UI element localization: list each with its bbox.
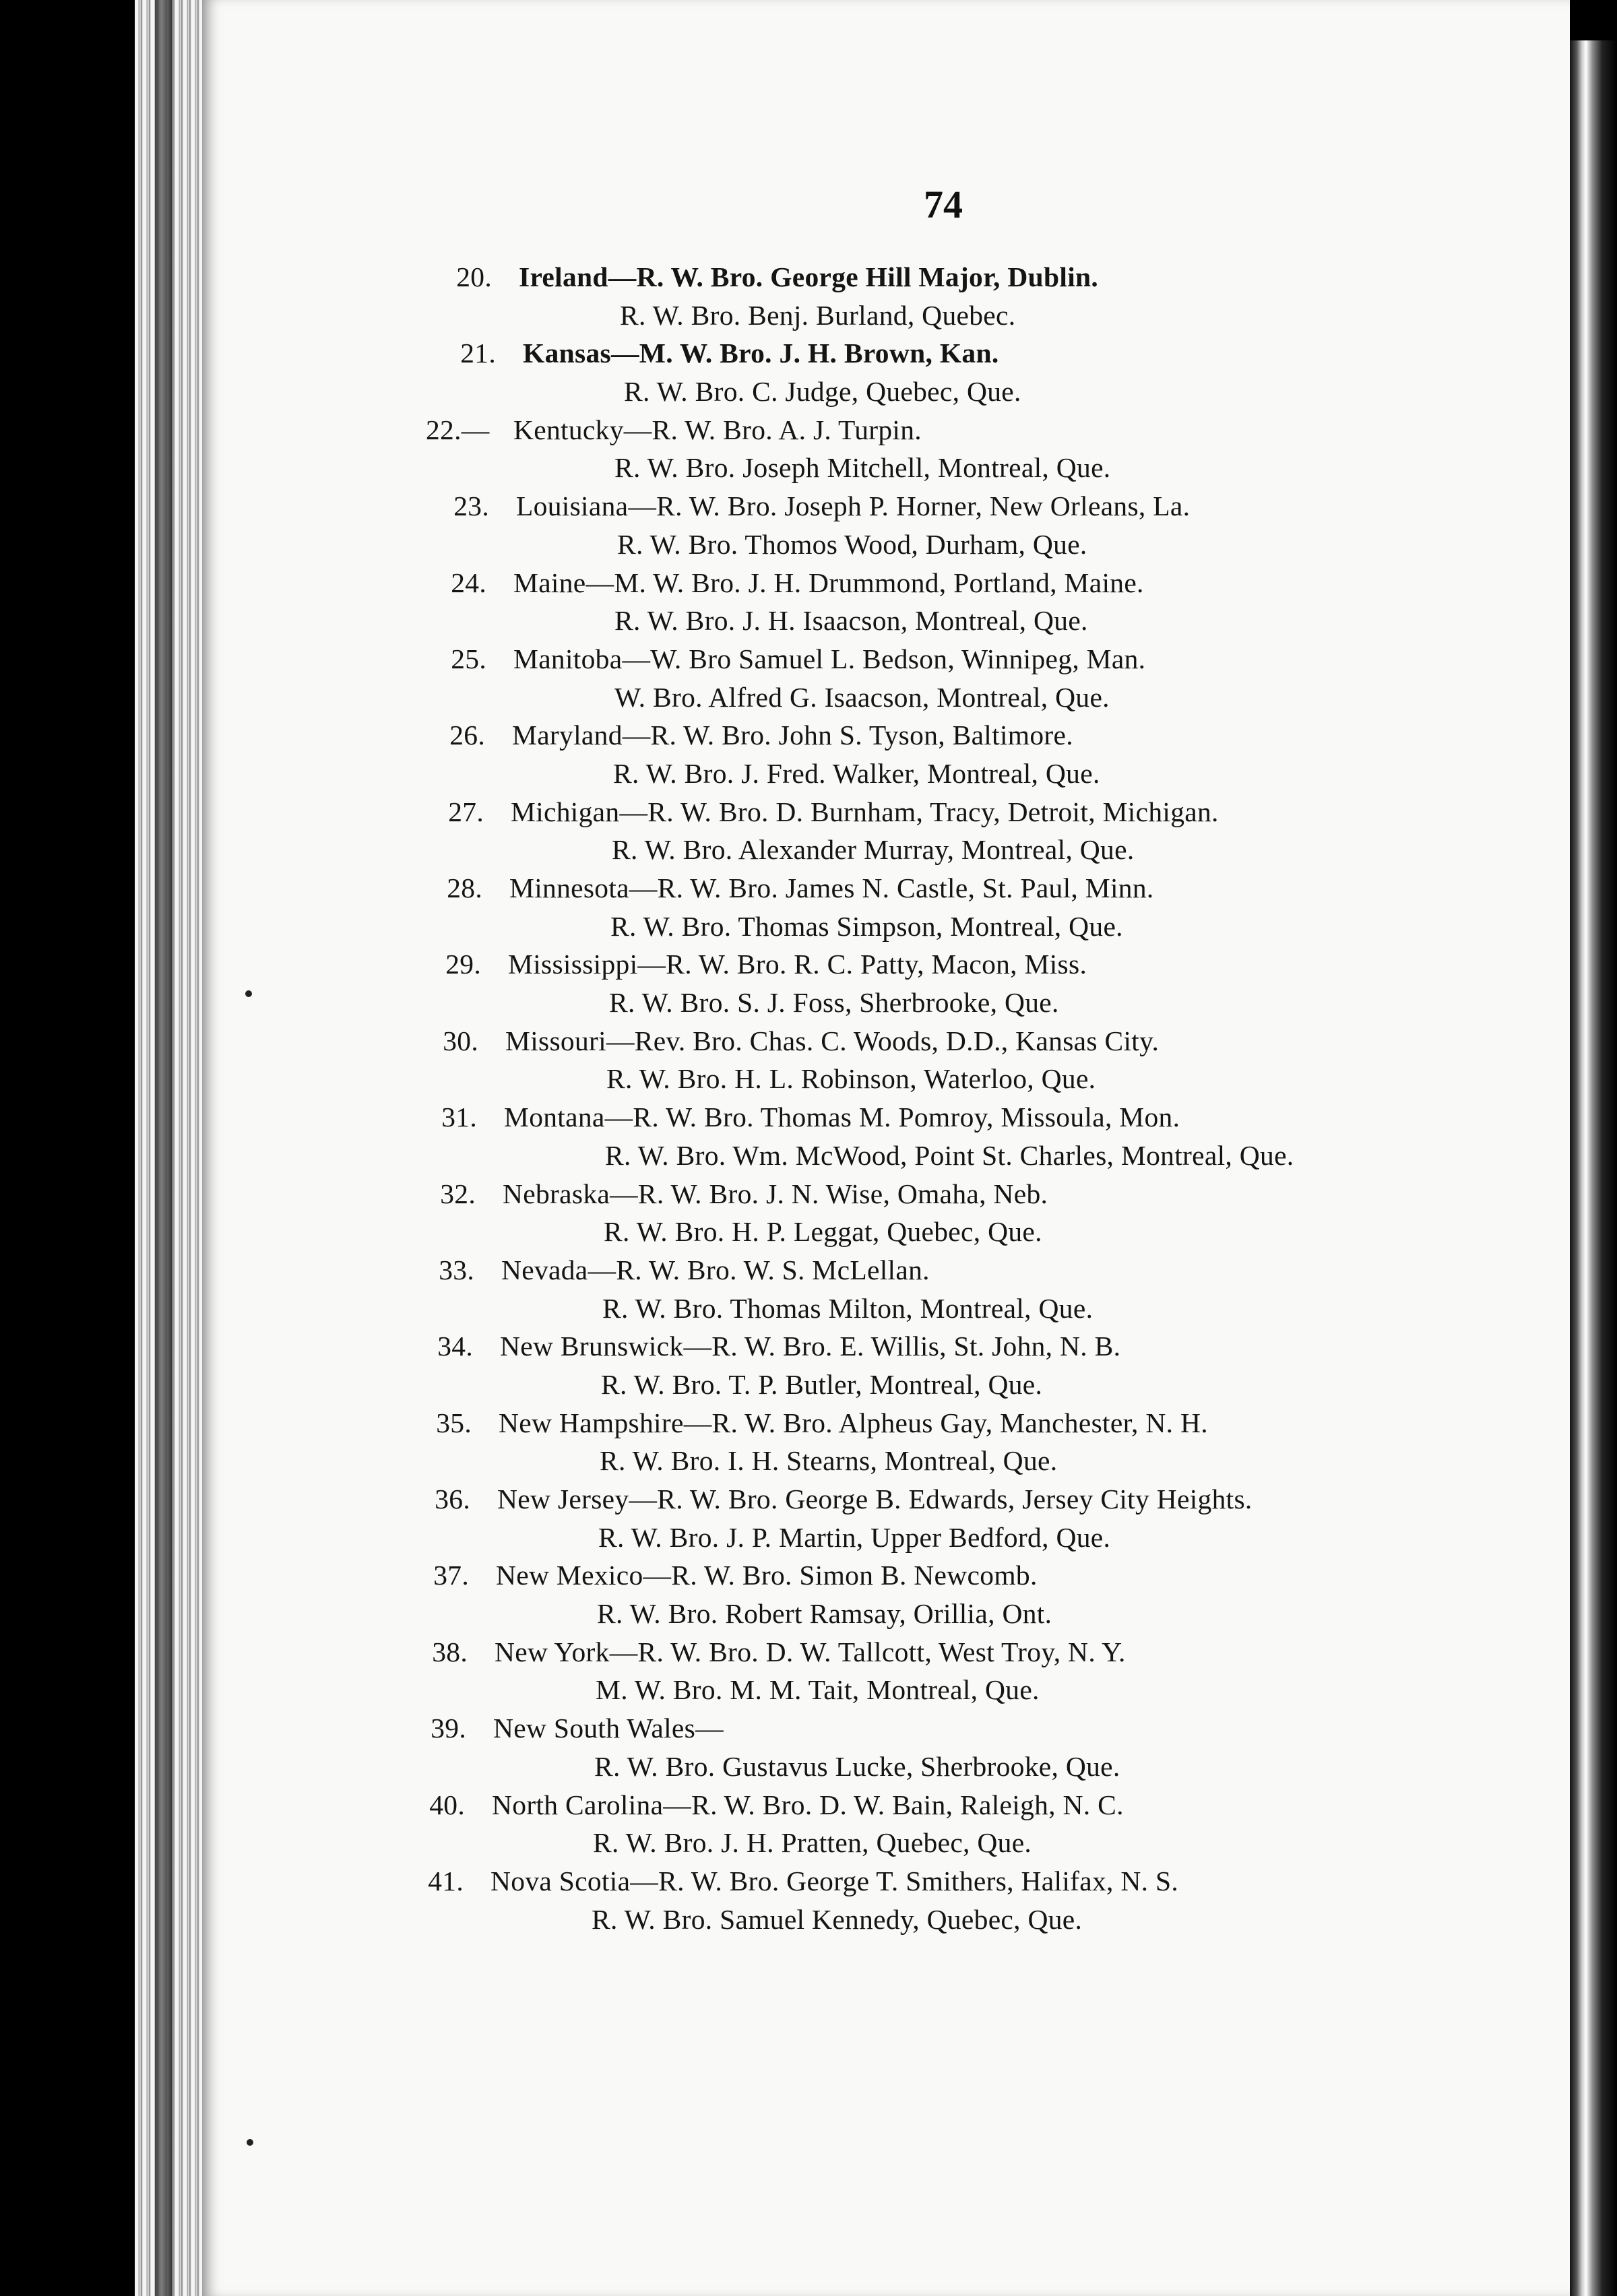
jurisdiction-representative: New York—R. W. Bro. D. W. Tallcott, West Troy, N. Y. [495,1636,1126,1667]
entry-number: 36. [435,1484,470,1514]
local-representative: R. W. Bro. Joseph Mitchell, Montreal, Que. [614,452,1111,484]
local-representative: R. W. Bro. Robert Ramsay, Orillia, Ont. [597,1598,1052,1630]
entry-line [406,1748,1482,1786]
entry-line [435,334,1482,373]
local-representative: R. W. Bro. Thomas Milton, Montreal, Que. [602,1292,1093,1324]
local-representative: R. W. Bro. J. Fred. Walker, Montreal, Que. [613,757,1100,789]
jurisdiction-representative: Louisiana—R. W. Bro. Joseph P. Horner, New Orleans, La. [516,490,1191,522]
entry-line [404,1786,1482,1824]
entry-line [414,1289,1482,1328]
entry-number: 26. [449,720,485,751]
jurisdiction-representative: Michigan—R. W. Bro. D. Burnham, Tracy, Detroit, Michigan. [511,796,1219,827]
jurisdiction-representative: Manitoba—W. Bro Samuel L. Bedson, Winnipeg, Man. [513,643,1146,674]
entry-line [412,1366,1482,1404]
entry-number: 20. [456,261,492,292]
entry-line [429,525,1482,564]
jurisdiction-representative: Montana—R. W. Bro. Thomas M. Pomroy, Missoula, Mon. [504,1102,1180,1133]
jurisdiction-representative: New Brunswick—R. W. Bro. E. Willis, St. John, N. B. [500,1331,1121,1362]
entry-number: 39. [431,1713,466,1744]
local-representative: R. W. Bro. T. P. Butler, Montreal, Que. [601,1368,1043,1400]
entry-line [407,1671,1482,1709]
entry-number: 32. [440,1178,476,1209]
entry-number: 24. [451,567,486,598]
entry-line [423,831,1482,869]
print-speck [245,990,252,997]
entry-number: 21. [460,338,496,369]
jurisdiction-representative: Kansas—M. W. Bro. J. H. Brown, Kan. [523,338,999,369]
jurisdiction-representative: New Jersey—R. W. Bro. George B. Edwards, Jersey City Heights. [497,1484,1253,1514]
jurisdiction-representative: New South Wales— [493,1713,724,1744]
entry-number: 37. [433,1560,469,1591]
entry-line [403,1901,1482,1939]
entry-number: 40. [429,1789,465,1820]
binding-shadow [155,0,172,2296]
entry-number: 25. [451,643,486,674]
entry-number: 27. [448,796,484,827]
local-representative: R. W. Bro. S. J. Foss, Sherbrooke, Que. [609,987,1059,1019]
entry-line [414,1251,1482,1289]
entry-number: 29. [445,949,481,980]
entry-line [423,793,1482,831]
entry-line [429,487,1482,525]
local-representative: R. W. Bro. Thomas Simpson, Montreal, Que. [610,910,1123,942]
entry-line [412,1327,1482,1366]
entry-line [418,1060,1482,1098]
entry-number: 38. [432,1636,468,1667]
entry-line [415,1213,1482,1251]
local-representative: R. W. Bro. C. Judge, Quebec, Que. [624,376,1021,408]
jurisdiction-representative: Mississippi—R. W. Bro. R. C. Patty, Macon, Miss. [508,949,1087,980]
jurisdiction-representative: Nova Scotia—R. W. Bro. George T. Smithers, Halifax, N. S. [490,1865,1179,1896]
entry-line [431,258,1482,296]
entry-line [431,296,1482,335]
entry-line [410,1480,1482,1519]
page-number: 74 [924,183,963,226]
local-representative: R. W. Bro. Thomos Wood, Durham, Que. [617,528,1087,560]
jurisdiction-representative: Nevada—R. W. Bro. W. S. McLellan. [501,1254,930,1285]
entry-line [416,1098,1482,1137]
right-page-edge [1570,40,1617,2296]
entry-number: 22.— [426,414,490,445]
local-representative: R. W. Bro. I. H. Stearns, Montreal, Que. [600,1445,1058,1477]
entry-number: 31. [441,1102,477,1133]
entry-line [403,1862,1482,1901]
jurisdiction-representative: Ireland—R. W. Bro. George Hill Major, Dublin. [519,261,1099,292]
entry-line [416,1137,1482,1175]
local-representative: R. W. Bro. Samuel Kennedy, Quebec, Que. [592,1903,1083,1935]
entry-line [418,1022,1482,1060]
entry-line [408,1595,1482,1633]
jurisdiction-representative: Minnesota—R. W. Bro. James N. Castle, St. Paul, Minn. [509,872,1154,903]
entry-line [407,1633,1482,1671]
entry-line [411,1404,1482,1442]
entry-line [426,678,1482,717]
local-representative: R. W. Bro. Benj. Burland, Quebec. [620,299,1016,331]
entry-line [422,907,1482,946]
local-representative: R. W. Bro. J. P. Martin, Upper Bedford, Que. [598,1521,1111,1553]
entry-line [404,1824,1482,1862]
local-representative: R. W. Bro. Wm. McWood, Point St. Charles, Montreal, Que. [605,1139,1294,1171]
entry-number: 23. [453,490,489,522]
entry-line [420,945,1482,984]
local-representative: R. W. Bro. H. P. Leggat, Quebec, Que. [604,1216,1042,1248]
local-representative: W. Bro. Alfred G. Isaacson, Montreal, Que. [614,681,1110,713]
local-representative: R. W. Bro. Alexander Murray, Montreal, Que. [612,834,1135,866]
jurisdiction-representative: New Mexico—R. W. Bro. Simon B. Newcomb. [496,1560,1038,1591]
entry-line [422,869,1482,907]
entry-line [415,1175,1482,1213]
jurisdiction-representative: Nebraska—R. W. Bro. J. N. Wise, Omaha, Neb. [503,1178,1048,1209]
local-representative: R. W. Bro. J. H. Isaacson, Montreal, Que. [614,605,1088,637]
local-representative: R. W. Bro. Gustavus Lucke, Sherbrooke, Que. [594,1750,1120,1782]
entry-number: 30. [443,1025,478,1056]
entry-number: 34. [437,1331,473,1362]
entry-number: 35. [436,1407,472,1438]
jurisdiction-representative: Maryland—R. W. Bro. John S. Tyson, Baltimore. [512,720,1073,751]
entry-line [426,411,1482,449]
entry-number: 41. [428,1865,464,1896]
entry-line [435,373,1482,411]
local-representative: M. W. Bro. M. M. Tait, Montreal, Que. [596,1674,1040,1706]
entry-line [411,1442,1482,1480]
entry-number: 28. [447,872,482,903]
entry-line [408,1556,1482,1595]
jurisdiction-representative: Kentucky—R. W. Bro. A. J. Turpin. [513,414,922,445]
jurisdiction-representative: Missouri—Rev. Bro. Chas. C. Woods, D.D., Kansas City. [505,1025,1160,1056]
local-representative: R. W. Bro. H. L. Robinson, Waterloo, Que. [606,1063,1096,1095]
jurisdiction-representative: New Hampshire—R. W. Bro. Alpheus Gay, Manchester, N. H. [499,1407,1208,1438]
print-speck [247,2139,253,2146]
representatives-list [426,258,1482,1938]
jurisdiction-representative: Maine—M. W. Bro. J. H. Drummond, Portland, Maine. [513,567,1144,598]
entry-number: 33. [439,1254,474,1285]
entry-line [426,602,1482,640]
entry-line [426,449,1482,487]
local-representative: R. W. Bro. J. H. Pratten, Quebec, Que. [593,1827,1032,1859]
entry-line [410,1519,1482,1557]
entry-line [420,984,1482,1022]
jurisdiction-representative: North Carolina—R. W. Bro. D. W. Bain, Raleigh, N. C. [492,1789,1124,1820]
entry-line [424,716,1482,755]
entry-line [424,755,1482,793]
entry-line [426,640,1482,678]
entry-line [426,564,1482,602]
entry-line [406,1709,1482,1748]
